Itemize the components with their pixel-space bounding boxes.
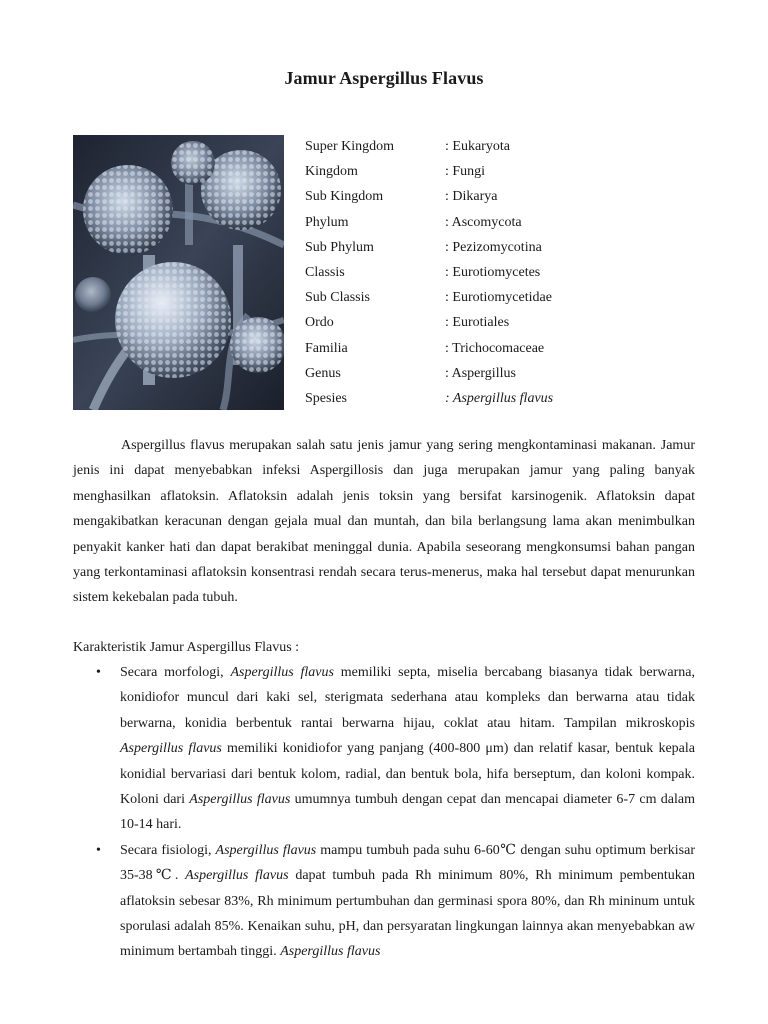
- species-name: Aspergillus flavus: [215, 842, 317, 858]
- taxonomy-value: : Pezizomycotina: [445, 239, 542, 255]
- taxonomy-rank: Phylum: [305, 214, 349, 230]
- bullet-icon: •: [96, 665, 101, 680]
- taxonomy-row: [305, 361, 605, 386]
- text: Secara fisiologi,: [120, 842, 216, 858]
- taxonomy-row: [305, 235, 605, 260]
- taxonomy-row: [305, 159, 605, 184]
- taxonomy-rank: Sub Classis: [305, 290, 370, 306]
- taxonomy-row: [305, 310, 605, 335]
- species-name: Aspergillus flavus: [185, 868, 289, 884]
- page-title: Jamur Aspergillus Flavus: [284, 68, 484, 88]
- text: dapat tumbuh pada Rh minimum 80%, Rh minimum pembentukan aflatoksin sebesar 83%, Rh minimum pertumbuhan dan germinasi spora 80%, dan Rh mininum untuk sporulasi adalah 85%. Kenaikan suhu, pH, dan persyaratan lingkungan lainnya akan menyebabkan aw minimum bertambah tinggi.: [120, 868, 696, 960]
- characteristics-heading: Karakteristik Jamur Aspergillus Flavus :: [73, 640, 300, 655]
- taxonomy-value: : Fungi: [445, 164, 486, 180]
- taxonomy-value: : Aspergillus flavus: [445, 390, 554, 406]
- taxonomy-value: : Trichocomaceae: [445, 340, 545, 356]
- text: umumnya tumbuh dengan cepat dan mencapai diameter 6-7 cm dalam 10-14 hari.: [120, 792, 696, 833]
- taxonomy-value: : Eurotiomycetidae: [445, 290, 552, 306]
- taxonomy-row: [305, 184, 605, 209]
- taxonomy-value: : Eukaryota: [445, 139, 510, 154]
- intro-paragraph: Aspergillus flavus merupakan salah satu jenis jamur yang sering mengkontaminasi makanan. Jamur jenis ini dapat menyebabkan infeksi Aspergillosis dan juga merupakan jamur yang paling banyak menghasilkan aflatoksin. Aflatoksin adalah jenis toksin yang bersifat karsinogenik. Aflatoksin dapat mengakibatkan keracunan dengan gejala mual dan muntah, dan bila berlangsung lama akan menimbulkan penyakit kanker hati dan dapat berakibat meninggal dunia. Apabila seseorang mengkonsumsi bahan pangan yang terkontaminasi aflatoksin konsentrasi rendah secara terus-menerus, maka hal tersebut dapat menurunkan sistem kekebalan pada tubuh.: [73, 438, 695, 606]
- species-name: Aspergillus flavus: [280, 944, 381, 960]
- taxonomy-rank: Classis: [305, 264, 345, 280]
- characteristics-list: [73, 660, 695, 965]
- text: mampu tumbuh pada suhu 6-60℃ dengan suhu optimum berkisar 35-38℃.: [120, 842, 696, 884]
- taxonomy-value: : Aspergillus: [445, 365, 516, 381]
- bullet-icon: •: [96, 842, 101, 858]
- text: memiliki septa, miselia bercabang biasanya tidak berwarna, konidiofor muncul dari kaki sel, sterigmata sederhana atau kompleks dan berwarna atau tidak berwarna, konidia berbentuk rantai berwarna hijau, coklat atau hitam. Tampilan mikroskopis: [120, 665, 696, 731]
- taxonomy-row: [305, 285, 605, 310]
- taxonomy-row: [305, 260, 605, 285]
- taxonomy-value: : Eurotiales: [445, 315, 510, 331]
- taxonomy-row: [305, 210, 605, 235]
- list-item-physiology: [73, 838, 695, 965]
- list-item-morphology: [73, 660, 695, 838]
- taxonomy-rank: Sub Kingdom: [305, 189, 384, 205]
- taxonomy-table: [305, 134, 605, 411]
- taxonomy-row: [305, 134, 605, 159]
- text: Secara morfologi,: [120, 665, 231, 680]
- taxonomy-value: : Eurotiomycetes: [445, 264, 541, 280]
- taxonomy-row: [305, 386, 605, 411]
- aspergillus-micrograph-image: [73, 135, 284, 410]
- species-name: Aspergillus flavus: [230, 665, 334, 680]
- text: memiliki konidiofor yang panjang (400-800 μm) dan relatif kasar, bentuk kepala konidial bervariasi dari bentuk kolom, radial, dan bentuk bola, hifa berseptum, dan koloni kompak. Koloni dari: [120, 741, 695, 808]
- taxonomy-rank: Kingdom: [305, 164, 358, 180]
- taxonomy-rank: Super Kingdom: [305, 139, 395, 154]
- species-name: Aspergillus flavus: [189, 792, 291, 808]
- taxonomy-value: : Dikarya: [445, 189, 498, 205]
- taxonomy-rank: Sub Phylum: [305, 239, 374, 255]
- taxonomy-rank: Spesies: [305, 390, 347, 406]
- taxonomy-value: : Ascomycota: [445, 214, 522, 230]
- taxonomy-rank: Familia: [305, 340, 348, 356]
- species-name: Aspergillus flavus: [120, 741, 222, 757]
- taxonomy-rank: Ordo: [305, 315, 334, 331]
- taxonomy-rank: Genus: [305, 365, 341, 381]
- taxonomy-row: [305, 336, 605, 361]
